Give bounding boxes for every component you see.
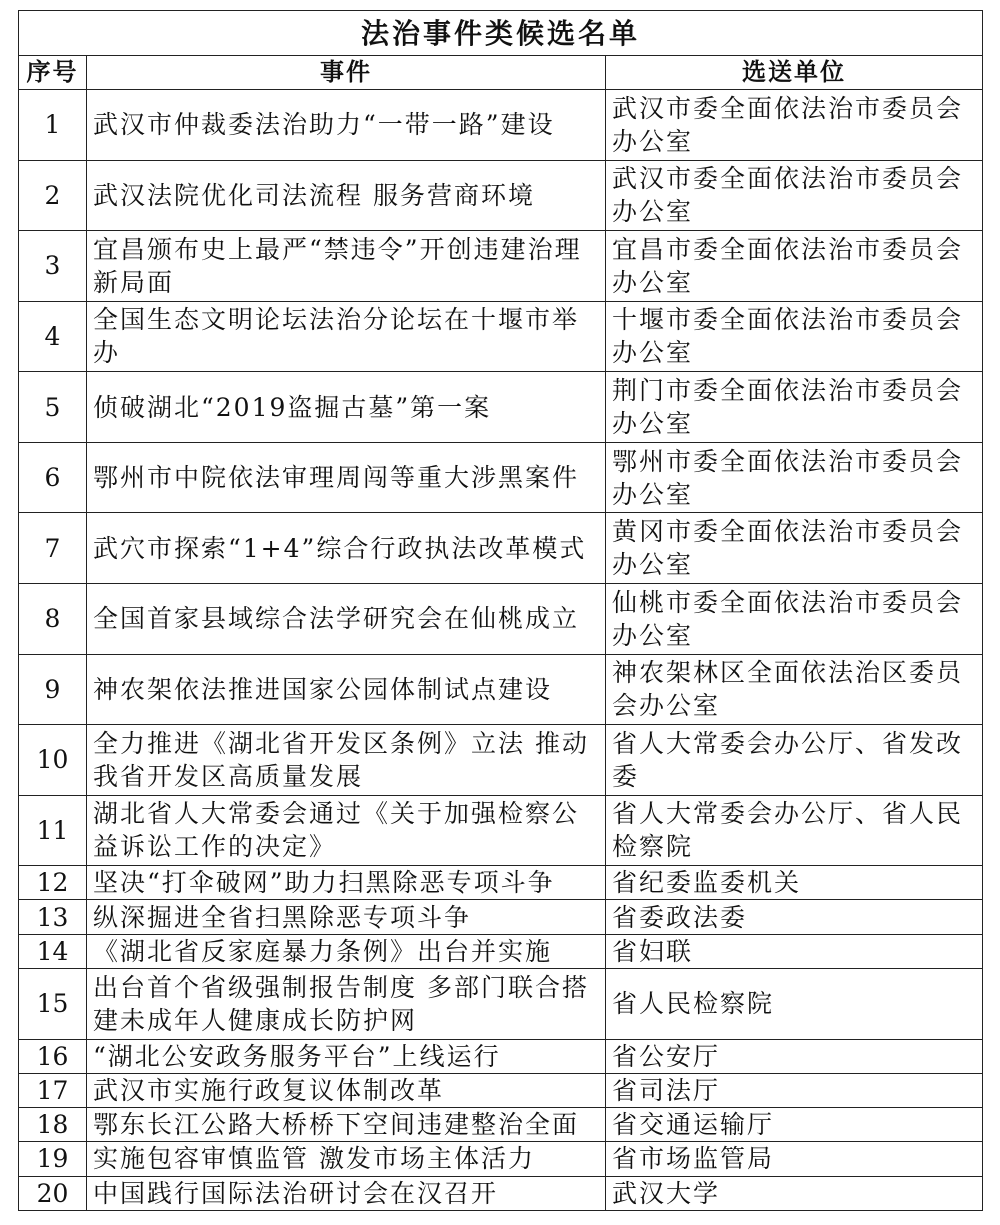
unit-cell: 仙桃市委全面依法治市委员会办公室 (606, 583, 983, 654)
table-row (19, 968, 983, 1039)
unit-cell: 黄冈市委全面依法治市委员会办公室 (606, 513, 983, 584)
event-cell: 武汉市仲裁委法治助力“一带一路”建设 (87, 90, 606, 161)
table-row (19, 160, 983, 231)
candidate-table (18, 10, 983, 1211)
unit-cell: 省公安厅 (606, 1039, 983, 1073)
header-event: 事件 (87, 56, 606, 90)
event-cell: 湖北省人大常委会通过《关于加强检察公益诉讼工作的决定》 (87, 795, 606, 866)
table-row (19, 934, 983, 968)
unit-cell: 武汉大学 (606, 1176, 983, 1210)
unit-cell: 省纪委监委机关 (606, 866, 983, 900)
row-number: 17 (19, 1073, 87, 1107)
row-number: 19 (19, 1142, 87, 1176)
row-number: 12 (19, 866, 87, 900)
event-cell: 全力推进《湖北省开发区条例》立法 推动我省开发区高质量发展 (87, 725, 606, 796)
header-no: 序号 (19, 56, 87, 90)
unit-cell: 宜昌市委全面依法治市委员会办公室 (606, 231, 983, 302)
row-number: 6 (19, 442, 87, 513)
unit-cell: 省委政法委 (606, 900, 983, 934)
event-cell: 全国首家县域综合法学研究会在仙桃成立 (87, 583, 606, 654)
table-row (19, 301, 983, 372)
table-row (19, 1108, 983, 1142)
event-cell: 鄂东长江公路大桥桥下空间违建整治全面 (87, 1108, 606, 1142)
event-cell: 神农架依法推进国家公园体制试点建设 (87, 654, 606, 725)
row-number: 2 (19, 160, 87, 231)
table-row (19, 900, 983, 934)
table-row (19, 513, 983, 584)
table-row (19, 442, 983, 513)
event-cell: 坚决“打伞破网”助力扫黑除恶专项斗争 (87, 866, 606, 900)
row-number: 5 (19, 372, 87, 443)
unit-cell: 荆门市委全面依法治市委员会办公室 (606, 372, 983, 443)
event-cell: 纵深掘进全省扫黑除恶专项斗争 (87, 900, 606, 934)
row-number: 13 (19, 900, 87, 934)
row-number: 20 (19, 1176, 87, 1210)
row-number: 11 (19, 795, 87, 866)
table-title: 法治事件类候选名单 (19, 11, 983, 56)
event-cell: 出台首个省级强制报告制度 多部门联合搭建未成年人健康成长防护网 (87, 968, 606, 1039)
row-number: 14 (19, 934, 87, 968)
row-number: 1 (19, 90, 87, 161)
event-cell: 侦破湖北“2019盗掘古墓”第一案 (87, 372, 606, 443)
unit-cell: 省妇联 (606, 934, 983, 968)
unit-cell: 省人大常委会办公厅、省发改委 (606, 725, 983, 796)
table-row (19, 90, 983, 161)
table-row (19, 583, 983, 654)
event-cell: 鄂州市中院依法审理周闯等重大涉黑案件 (87, 442, 606, 513)
unit-cell: 省司法厅 (606, 1073, 983, 1107)
row-number: 3 (19, 231, 87, 302)
row-number: 4 (19, 301, 87, 372)
event-cell: 实施包容审慎监管 激发市场主体活力 (87, 1142, 606, 1176)
event-cell: 《湖北省反家庭暴力条例》出台并实施 (87, 934, 606, 968)
row-number: 18 (19, 1108, 87, 1142)
event-cell: 武汉市实施行政复议体制改革 (87, 1073, 606, 1107)
row-number: 10 (19, 725, 87, 796)
unit-cell: 武汉市委全面依法治市委员会办公室 (606, 90, 983, 161)
unit-cell: 鄂州市委全面依法治市委员会办公室 (606, 442, 983, 513)
table-row (19, 1176, 983, 1210)
candidate-list-sheet (18, 10, 982, 1211)
table-row (19, 231, 983, 302)
event-cell: “湖北公安政务服务平台”上线运行 (87, 1039, 606, 1073)
table-row (19, 372, 983, 443)
table-row (19, 795, 983, 866)
unit-cell: 省人大常委会办公厅、省人民检察院 (606, 795, 983, 866)
unit-cell: 十堰市委全面依法治市委员会办公室 (606, 301, 983, 372)
table-row (19, 654, 983, 725)
event-cell: 宜昌颁布史上最严“禁违令”开创违建治理新局面 (87, 231, 606, 302)
table-row (19, 725, 983, 796)
table-row (19, 1142, 983, 1176)
row-number: 9 (19, 654, 87, 725)
unit-cell: 神农架林区全面依法治区委员会办公室 (606, 654, 983, 725)
row-number: 16 (19, 1039, 87, 1073)
unit-cell: 省人民检察院 (606, 968, 983, 1039)
unit-cell: 武汉市委全面依法治市委员会办公室 (606, 160, 983, 231)
table-row (19, 1073, 983, 1107)
header-unit: 选送单位 (606, 56, 983, 90)
table-row (19, 866, 983, 900)
event-cell: 全国生态文明论坛法治分论坛在十堰市举办 (87, 301, 606, 372)
row-number: 15 (19, 968, 87, 1039)
table-row (19, 1039, 983, 1073)
event-cell: 武穴市探索“1+4”综合行政执法改革模式 (87, 513, 606, 584)
header-row (19, 56, 983, 90)
row-number: 7 (19, 513, 87, 584)
event-cell: 中国践行国际法治研讨会在汉召开 (87, 1176, 606, 1210)
row-number: 8 (19, 583, 87, 654)
unit-cell: 省市场监管局 (606, 1142, 983, 1176)
event-cell: 武汉法院优化司法流程 服务营商环境 (87, 160, 606, 231)
unit-cell: 省交通运输厅 (606, 1108, 983, 1142)
